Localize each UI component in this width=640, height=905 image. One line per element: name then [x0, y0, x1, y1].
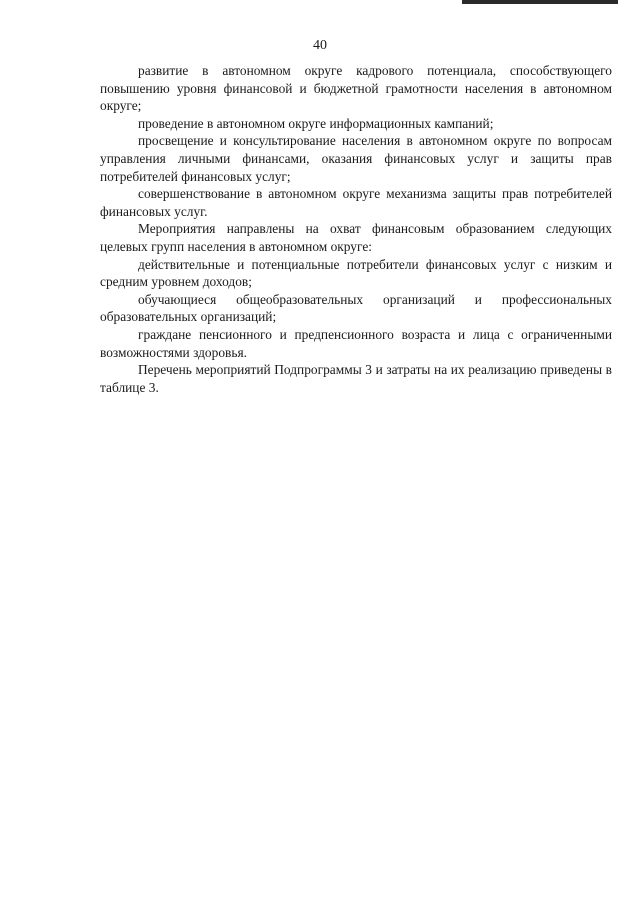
paragraph: совершенствование в автономном округе механизма защиты прав потребителей финансовых услуг. — [100, 186, 612, 219]
paragraph: проведение в автономном округе информационных кампаний; — [138, 115, 494, 131]
paragraph: действительные и потенциальные потребители финансовых услуг с низким и средним уровнем доходов; — [100, 256, 612, 290]
paragraph: Перечень мероприятий Подпрограммы 3 и затраты на их реализацию приведены в таблице 3. — [100, 362, 612, 395]
paragraph: просвещение и консультирование населения в автономном округе по вопросам управления личными финансами, оказания финансовых услуг и защиты прав потребителей финансовых услуг; — [100, 133, 612, 184]
paragraph: Мероприятия направлены на охват финансовым образованием следующих целевых групп населения в автономном округе: — [100, 221, 612, 254]
scan-edge-mark — [462, 0, 618, 4]
page-number: 40 — [313, 38, 327, 53]
paragraph: обучающиеся общеобразовательных организаций и профессиональных образовательных организаций; — [100, 291, 612, 325]
paragraph: граждане пенсионного и предпенсионного возраста и лица с ограниченными возможностями здоровья. — [100, 326, 612, 360]
document-body — [100, 62, 612, 396]
paragraph: развитие в автономном округе кадрового потенциала, способствующего повышению уровня финансовой и бюджетной грамотности населения в автономном округе; — [100, 63, 612, 114]
